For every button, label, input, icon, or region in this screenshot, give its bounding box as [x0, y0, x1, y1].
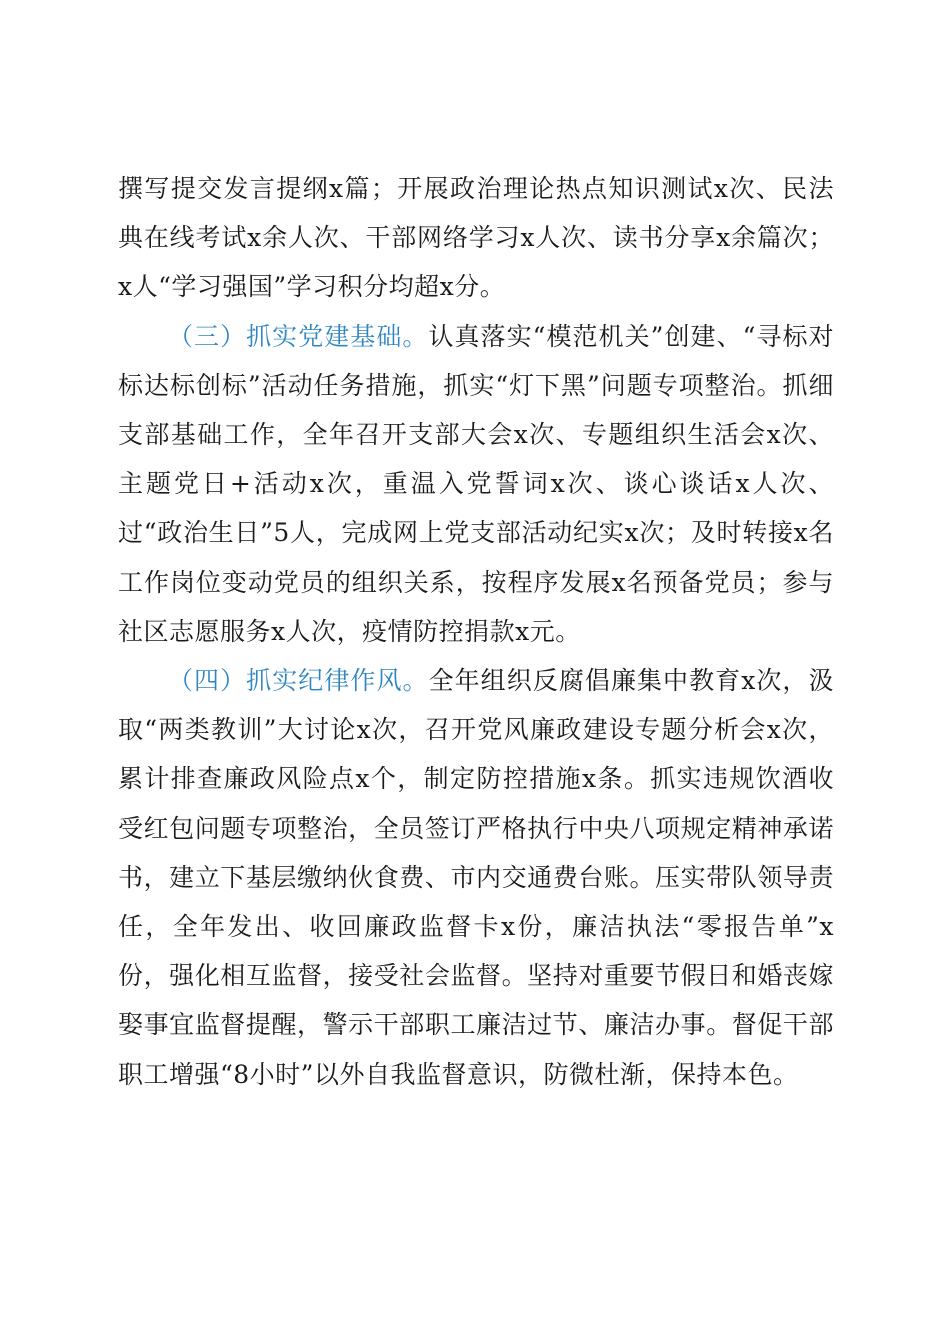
paragraph-text: 撰写提交发言提纲x篇；开展政治理论热点知识测试x次、民法典在线考试x余人次、干部网络学习x人次、读书分享x余篇次；x人“学习强国”学习积分均超x分。 [118, 174, 834, 302]
section-heading-3: （三）抓实党建基础。 [168, 321, 429, 351]
paragraph-discipline [118, 656, 834, 1099]
paragraph-party-building [118, 312, 834, 656]
document-body [118, 164, 834, 1099]
paragraph-continuation [118, 164, 834, 312]
paragraph-text: 认真落实“模范机关”创建、“寻标对标达标创标”活动任务措施，抓实“灯下黑”问题专项整治。抓细支部基础工作，全年召开支部大会x次、专题组织生活会x次、主题党日+活动x次，重温入党誓词x次、谈心谈话x人次、过“政治生日”5人，完成网上党支部活动纪实x次；及时转接x名工作岗位变动党员的组织关系，按程序发展x名预备党员；参与社区志愿服务x人次，疫情防控捐款x元。 [118, 321, 834, 646]
paragraph-text: 全年组织反腐倡廉集中教育x次，汲取“两类教训”大讨论x次，召开党风廉政建设专题分析会x次，累计排查廉政风险点x个，制定防控措施x条。抓实违规饮酒收受红包问题专项整治，全员签订严格执行中央八项规定精神承诺书，建立下基层缴纳伙食费、市内交通费台账。压实带队领导责任，全年发出、收回廉政监督卡x份，廉洁执法“零报告单”x份，强化相互监督，接受社会监督。坚持对重要节假日和婚丧嫁娶事宜监督提醒，警示干部职工廉洁过节、廉洁办事。督促干部职工增强“8小时”以外自我监督意识，防微杜渐，保持本色。 [118, 666, 834, 1089]
section-heading-4: （四）抓实纪律作风。 [168, 666, 429, 696]
